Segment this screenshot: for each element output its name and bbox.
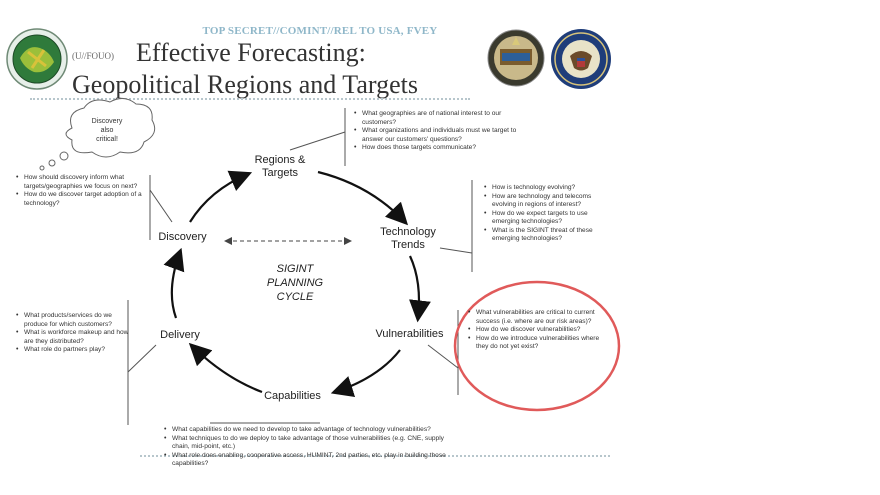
- list-item: • How do we discover target adoption of a technology?: [14, 191, 146, 208]
- list-item: • What role do partners play?: [14, 346, 132, 355]
- cycle-center-label: SIGINT PLANNING CYCLE: [266, 263, 324, 303]
- list-item: • How does those targets communicate?: [352, 144, 532, 153]
- delivery-questions: [14, 312, 132, 355]
- node-delivery: Delivery: [160, 329, 200, 341]
- list-item: • How do we discover vulnerabilities?: [466, 326, 606, 335]
- connector-vulnerabilities: [428, 345, 458, 368]
- list-item: • How are technology and telecoms evolving in regions of interest?: [482, 193, 604, 210]
- node-vulnerabilities: Vulnerabilities: [375, 328, 444, 340]
- node-capabilities: Capabilities: [264, 390, 321, 402]
- list-item: • How is technology evolving?: [482, 184, 604, 193]
- list-item: • How do we expect targets to use emerging technologies?: [482, 210, 604, 227]
- list-item: • How do we introduce vulnerabilities where they do not yet exist?: [466, 335, 606, 352]
- arrow-delivery-to-discovery: [172, 252, 180, 318]
- list-item: • How should discovery inform what targets/geographies we focus on next?: [14, 174, 146, 191]
- node-technology-trends: Technology Trends: [380, 226, 436, 251]
- arrow-vulnerabilities-to-capabilities: [335, 350, 400, 392]
- page-title-line-1: Effective Forecasting:: [136, 38, 366, 67]
- list-item: • What geographies are of national interest to our customers?: [352, 110, 532, 127]
- technology-questions: [482, 184, 604, 244]
- list-item: • What role does enabling, cooperative access, HUMINT, 2nd parties, etc. play in building those capabilities?: [162, 452, 462, 469]
- list-item: • What capabilities do we need to develop to take advantage of technology vulnerabilities?: [162, 426, 462, 435]
- vulnerabilities-questions: [466, 309, 606, 352]
- list-item: • What is the SIGINT threat of these emerging technologies?: [482, 227, 604, 244]
- list-item: • What techniques to do we deploy to take advantage of those vulnerabilities (e.g. CNE, supply chain, mid-point, etc.): [162, 435, 462, 452]
- node-discovery: Discovery: [158, 231, 207, 243]
- list-item: • What organizations and individuals must we target to answer our customers' questions?: [352, 127, 532, 144]
- capabilities-questions: [162, 426, 462, 469]
- title-classification-marking: (U//FOUO): [72, 51, 114, 61]
- classification-banner: TOP SECRET//COMINT//REL TO USA, FVEY: [202, 25, 438, 37]
- arrow-capabilities-to-delivery: [192, 346, 262, 392]
- arrow-regions-to-technology: [318, 172, 405, 222]
- node-regions-targets: Regions & Targets: [254, 154, 306, 179]
- arrow-technology-to-vulnerabilities: [410, 256, 419, 318]
- arrow-discovery-to-regions: [190, 174, 248, 222]
- discovery-questions: [14, 174, 146, 208]
- list-item: • What products/services do we produce for which customers?: [14, 312, 132, 329]
- regions-questions: [352, 110, 532, 153]
- connector-regions: [290, 132, 345, 150]
- list-item: • What vulnerabilities are critical to current success (i.e. where are our risk areas)?: [466, 309, 606, 326]
- cloud-text: Discovery also critical!: [91, 118, 123, 143]
- page-title-line-2: Geopolitical Regions and Targets: [72, 70, 418, 99]
- list-item: • What is workforce makeup and how are they distributed?: [14, 329, 132, 346]
